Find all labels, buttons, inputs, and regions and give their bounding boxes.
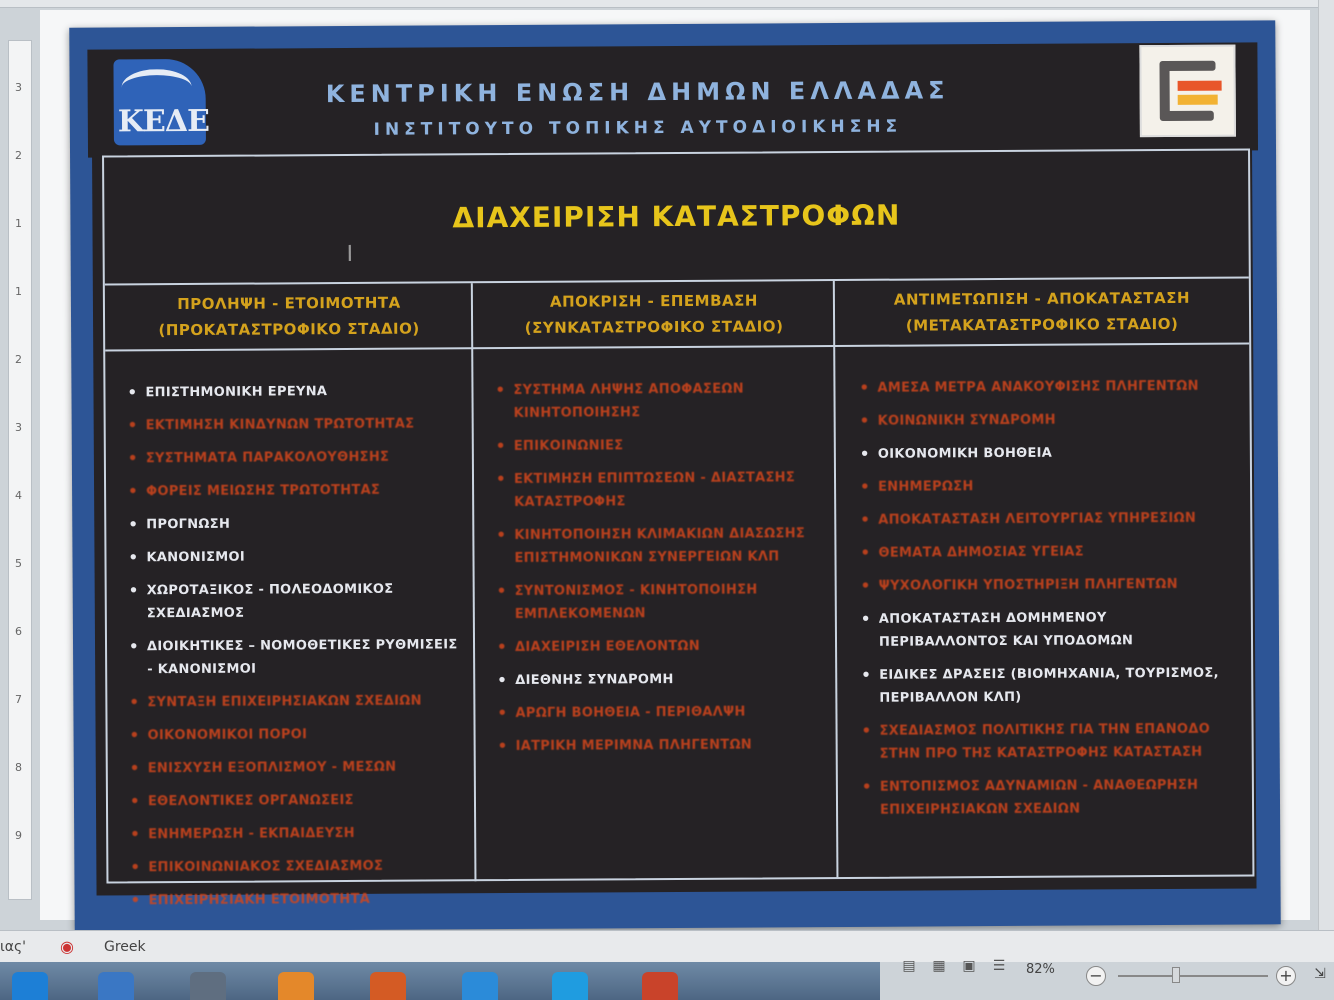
recovery-list: [857, 375, 1240, 822]
stages-table: [102, 148, 1254, 909]
zoom-slider[interactable]: [1118, 975, 1268, 977]
list-item: • ΕΠΙΣΤΗΜΟΝΙΚΗ ΕΡΕΥΝΑ: [125, 379, 465, 404]
powerpoint-icon[interactable]: [642, 972, 678, 1000]
list-item: • ΠΡΟΓΝΩΣΗ: [126, 511, 466, 536]
ruler-mark: 9: [15, 829, 22, 842]
list-item: • ΑΠΟΚΑΤΑΣΤΑΣΗ ΛΕΙΤΟΥΡΓΙΑΣ ΥΠΗΡΕΣΙΩΝ: [858, 507, 1238, 532]
resize-grip-icon[interactable]: ⇲: [1314, 966, 1326, 982]
list-item: • ΣΧΕΔΙΑΣΜΟΣ ΠΟΛΙΤΙΚΗΣ ΓΙΑ ΤΗΝ ΕΠΑΝΟΔΟ ΣΤΗΝ ΠΡΟ ΤΗΣ ΚΑΤΑΣΤΡΟΦΗΣ ΚΑΤΑΣΤΑΣΗ: [859, 718, 1239, 766]
list-item: • ΟΙΚΟΝΟΜΙΚΗ ΒΟΗΘΕΙΑ: [858, 441, 1238, 466]
list-item: • ΑΜΕΣΑ ΜΕΤΡΑ ΑΝΑΚΟΥΦΙΣΗΣ ΠΛΗΓΕΝΤΩΝ: [857, 375, 1237, 400]
list-item: • ΔΙΕΘΝΗΣ ΣΥΝΔΡΟΜΗ: [495, 667, 825, 692]
ruler-mark: 7: [15, 693, 22, 706]
list-item: • ΘΕΜΑΤΑ ΔΗΜΟΣΙΑΣ ΥΓΕΙΑΣ: [858, 540, 1238, 565]
language-indicator[interactable]: Greek: [104, 939, 146, 955]
column-heading-prevention: ΠΡΟΛΗΨΗ - ΕΤΟΙΜΟΤΗΤΑ (ΠΡΟΚΑΤΑΣΤΡΟΦΙΚΟ ΣΤΑΔΙΟ): [158, 293, 420, 340]
list-item: • ΕΝΗΜΕΡΩΣΗ - ΕΚΠΑΙΔΕΥΣΗ: [128, 821, 468, 846]
text-cursor-icon: I: [346, 241, 354, 268]
ruler-mark: 5: [15, 557, 22, 570]
ruler-mark: 8: [15, 761, 22, 774]
prevention-list: [125, 379, 468, 912]
firefox-icon[interactable]: [370, 972, 406, 1000]
list-item: • ΕΠΙΧΕΙΡΗΣΙΑΚΗ ΕΤΟΙΜΟΤΗΤΑ: [129, 887, 469, 912]
list-item: • ΣΥΣΤΗΜΑ ΛΗΨΗΣ ΑΠΟΦΑΣΕΩΝ ΚΙΝΗΤΟΠΟΙΗΣΗΣ: [493, 377, 823, 425]
column-divider: [833, 281, 839, 879]
list-item: • ΕΝΤΟΠΙΣΜΟΣ ΑΔΥΝΑΜΙΩΝ - ΑΝΑΘΕΩΡΗΣΗ ΕΠΙΧΕΙΡΗΣΙΑΚΩΝ ΣΧΕΔΙΩΝ: [860, 774, 1240, 822]
zoom-level[interactable]: 82%: [1026, 962, 1055, 977]
column-prevention: [125, 379, 468, 922]
list-item: • ΚΑΝΟΝΙΣΜΟΙ: [126, 544, 466, 569]
slide-title: ΔΙΑΧΕΙΡΙΣΗ ΚΑΤΑΣΤΡΟΦΩΝ: [452, 198, 901, 235]
list-item: • ΣΥΝΤΟΝΙΣΜΟΣ - ΚΙΝΗΤΟΠΟΙΗΣΗ ΕΜΠΛΕΚΟΜΕΝΩΝ: [495, 578, 825, 626]
column-recovery: [857, 375, 1240, 832]
header-institute: ΙΝΣΤΙΤΟΥΤΟ ΤΟΠΙΚΗΣ ΑΥΤΟΔΙΟΙΚΗΣΗΣ: [373, 116, 903, 140]
internet-explorer-icon[interactable]: [12, 972, 48, 1000]
ruler-mark: 2: [15, 353, 22, 366]
list-item: • ΕΙΔΙΚΕΣ ΔΡΑΣΕΙΣ (ΒΙΟΜΗΧΑΝΙΑ, ΤΟΥΡΙΣΜΟΣ, ΠΕΡΙΒΑΛΛΟΝ ΚΛΠ): [859, 662, 1239, 710]
outlook-icon[interactable]: [278, 972, 314, 1000]
list-item: • ΣΥΣΤΗΜΑΤΑ ΠΑΡΑΚΟΛΟΥΘΗΣΗΣ: [126, 445, 466, 470]
horizontal-ruler: [0, 0, 1334, 8]
logo-text: ΚΕΔΕ: [117, 103, 210, 140]
list-item: • ΕΠΙΚΟΙΝΩΝΙΕΣ: [494, 433, 824, 458]
status-bar: [0, 930, 1334, 962]
list-item: • ΦΟΡΕΙΣ ΜΕΙΩΣΗΣ ΤΡΩΤΟΤΗΤΑΣ: [126, 478, 466, 503]
list-item: • ΕΠΙΚΟΙΝΩΝΙΑΚΟΣ ΣΧΕΔΙΑΣΜΟΣ: [128, 854, 468, 879]
vertical-ruler: [8, 40, 32, 900]
zoom-slider-thumb[interactable]: [1172, 967, 1180, 983]
embedded-slide[interactable]: [69, 20, 1280, 931]
status-text: ιας': [0, 939, 27, 955]
list-item: • ΕΚΤΙΜΗΣΗ ΕΠΙΠΤΩΣΕΩΝ - ΔΙΑΣΤΑΣΗΣ ΚΑΤΑΣΤΡΟΦΗΣ: [494, 466, 824, 514]
media-player-icon[interactable]: [98, 972, 134, 1000]
column-response: [493, 377, 825, 768]
list-item: • ΨΥΧΟΛΟΓΙΚΗ ΥΠΟΣΤΗΡΙΞΗ ΠΛΗΓΕΝΤΩΝ: [859, 573, 1239, 598]
column-heading-recovery: ΑΝΤΙΜΕΤΩΠΙΣΗ - ΑΠΟΚΑΤΑΣΤΑΣΗ (ΜΕΤΑΚΑΤΑΣΤΡΟΦΙΚΟ ΣΤΑΔΙΟ): [893, 288, 1191, 335]
vertical-scrollbar[interactable]: [1318, 0, 1334, 930]
ruler-mark: 6: [15, 625, 22, 638]
title-row: [104, 150, 1249, 285]
header-organization: ΚΕΝΤΡΙΚΗ ΕΝΩΣΗ ΔΗΜΩΝ ΕΛΛΑΔΑΣ: [325, 76, 950, 109]
ruler-mark: 4: [15, 489, 22, 502]
header-row: [105, 278, 1249, 351]
chrome-icon[interactable]: [462, 972, 498, 1000]
web-layout-icon[interactable]: ▣: [962, 958, 976, 974]
institute-logo: [1139, 45, 1236, 138]
list-item: • ΔΙΑΧΕΙΡΙΣΗ ΕΘΕΛΟΝΤΩΝ: [495, 634, 825, 659]
windows-taskbar: [0, 962, 880, 1000]
full-screen-reading-icon[interactable]: ▦: [932, 958, 946, 974]
response-list: [493, 377, 825, 758]
column-divider: [471, 283, 477, 881]
skype-icon[interactable]: [552, 972, 588, 1000]
column-heading-response: ΑΠΟΚΡΙΣΗ - ΕΠΕΜΒΑΣΗ (ΣΥΝΚΑΤΑΣΤΡΟΦΙΚΟ ΣΤΑΔΙΟ): [524, 291, 784, 337]
language-icon[interactable]: ◉: [60, 937, 74, 956]
ruler-mark: 2: [15, 149, 22, 162]
list-item: • ΑΡΩΓΗ ΒΟΗΘΕΙΑ - ΠΕΡΙΘΑΛΨΗ: [495, 700, 825, 725]
list-item: • ΕΘΕΛΟΝΤΙΚΕΣ ΟΡΓΑΝΩΣΕΙΣ: [128, 788, 468, 813]
file-explorer-icon[interactable]: [190, 972, 226, 1000]
logo-swoosh: [122, 69, 192, 105]
list-item: • ΚΙΝΗΤΟΠΟΙΗΣΗ ΚΛΙΜΑΚΙΩΝ ΔΙΑΣΩΣΗΣ ΕΠΙΣΤΗΜΟΝΙΚΩΝ ΣΥΝΕΡΓΕΙΩΝ ΚΛΠ: [494, 522, 824, 570]
zoom-out-button[interactable]: −: [1086, 966, 1106, 986]
list-item: • ΕΝΗΜΕΡΩΣΗ: [858, 474, 1238, 499]
list-item: • ΕΝΙΣΧΥΣΗ ΕΞΟΠΛΙΣΜΟΥ - ΜΕΣΩΝ: [128, 755, 468, 780]
ruler-mark: 1: [15, 285, 22, 298]
list-item: • ΕΚΤΙΜΗΣΗ ΚΙΝΔΥΝΩΝ ΤΡΩΤΟΤΗΤΑΣ: [126, 412, 466, 437]
print-layout-icon[interactable]: ▤: [902, 958, 916, 974]
kede-logo: [113, 59, 210, 146]
list-item: • ΣΥΝΤΑΞΗ ΕΠΙΧΕΙΡΗΣΙΑΚΩΝ ΣΧΕΔΙΩΝ: [127, 689, 467, 714]
slide-body: [92, 148, 1256, 909]
list-item: • ΔΙΟΙΚΗΤΙΚΕΣ – ΝΟΜΟΘΕΤΙΚΕΣ ΡΥΘΜΙΣΕΙΣ - ΚΑΝΟΝΙΣΜΟΙ: [127, 633, 467, 681]
list-item: • ΧΩΡΟΤΑΞΙΚΟΣ - ΠΟΛΕΟΔΟΜΙΚΟΣ ΣΧΕΔΙΑΣΜΟΣ: [127, 577, 467, 625]
list-item: • ΟΙΚΟΝΟΜΙΚΟΙ ΠΟΡΟΙ: [128, 722, 468, 747]
list-item: • ΚΟΙΝΩΝΙΚΗ ΣΥΝΔΡΟΜΗ: [858, 408, 1238, 433]
ruler-mark: 3: [15, 81, 22, 94]
outline-icon[interactable]: ☰: [992, 958, 1006, 974]
list-item: • ΙΑΤΡΙΚΗ ΜΕΡΙΜΝΑ ΠΛΗΓΕΝΤΩΝ: [496, 733, 826, 758]
ruler-mark: 1: [15, 217, 22, 230]
zoom-in-button[interactable]: +: [1276, 966, 1296, 986]
slide-header: [87, 42, 1258, 157]
ruler-mark: 3: [15, 421, 22, 434]
list-item: • ΑΠΟΚΑΤΑΣΤΑΣΗ ΔΟΜΗΜΕΝΟΥ ΠΕΡΙΒΑΛΛΟΝΤΟΣ ΚΑΙ ΥΠΟΔΟΜΩΝ: [859, 606, 1239, 654]
